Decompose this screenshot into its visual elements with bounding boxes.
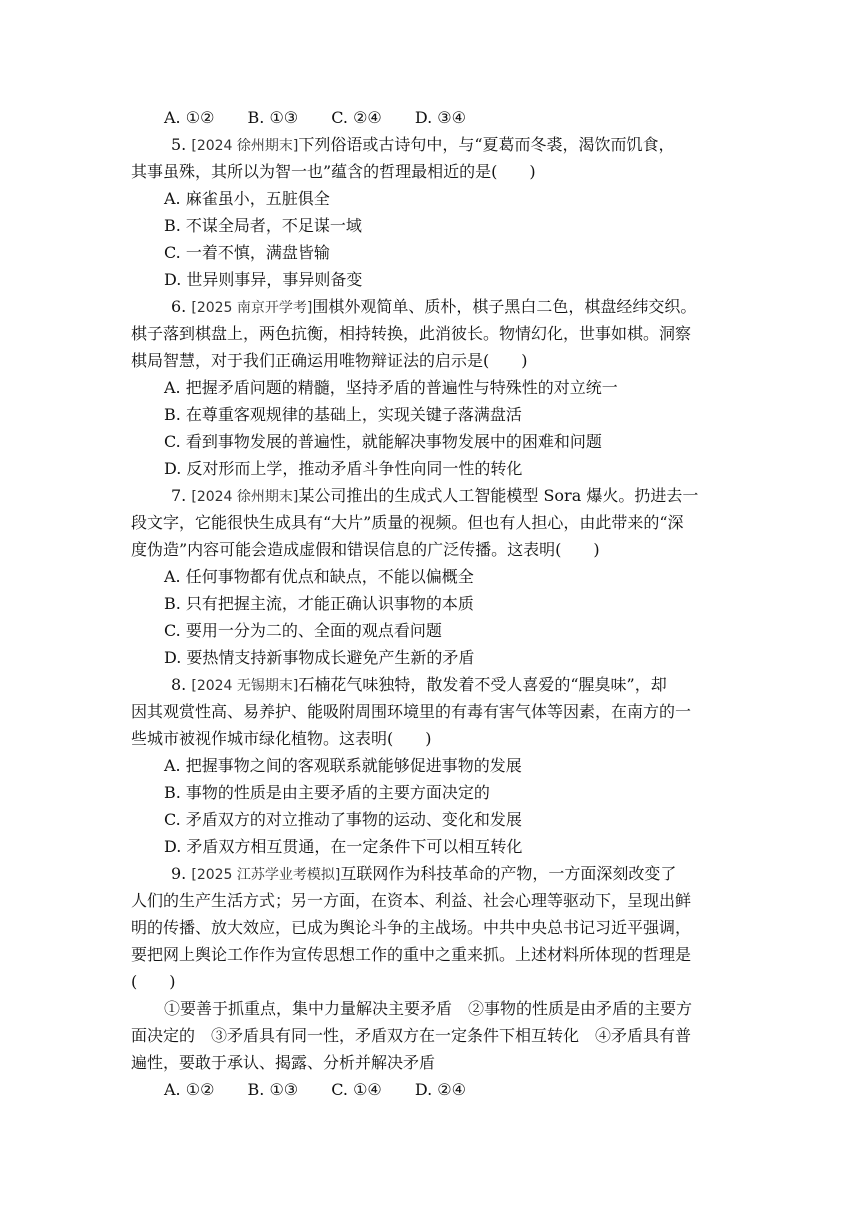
q7-stem-line-3: 度伪造”内容可能会造成虚假和错误信息的广泛传播。这表明( ) <box>131 540 600 559</box>
q9-stem-line-3: 明的传播、放大效应，已成为舆论斗争的主战场。中共中央总书记习近平强调， <box>131 918 692 937</box>
q5-stem-line-2: 其事虽殊，其所以为智一也”蕴含的哲理最相近的是( ) <box>131 162 536 181</box>
q7-stem-line-2: 段文字，它能很快生成具有“大片”质量的视频。但也有人担心，由此带来的“深 <box>131 513 684 532</box>
question-7 <box>131 482 731 671</box>
q9-number: 9. <box>171 864 187 883</box>
q8-stem-line-3: 些城市被视作城市绿化植物。这表明( ) <box>131 729 432 748</box>
question-5 <box>131 131 731 293</box>
q8-number: 8. <box>171 675 187 694</box>
q5-stem-line-1 <box>131 131 731 158</box>
q6-stem-text-1: 围棋外观简单、质朴，棋子黑白二色，棋盘经纬交织。 <box>312 297 697 316</box>
q5-option-a: A. 麻雀虽小，五脏俱全 <box>164 189 330 208</box>
q8-stem-text-1: 石楠花气味独特，散发着不受人喜爱的“腥臭味”，却 <box>298 675 667 694</box>
q6-stem-line-1 <box>131 293 731 320</box>
q9-option-b: B. ①③ <box>247 1080 299 1099</box>
q5-option-c: C. 一着不慎，满盘皆输 <box>164 243 330 262</box>
q7-option-b: B. 只有把握主流，才能正确认识事物的本质 <box>164 594 474 613</box>
q7-stem-line-1 <box>131 482 731 509</box>
q7-option-c: C. 要用一分为二的、全面的观点看问题 <box>164 621 442 640</box>
q6-stem-line-3: 棋局智慧，对于我们正确运用唯物辩证法的启示是( ) <box>131 351 528 370</box>
q9-statement-line-1: ①要善于抓重点，集中力量解决主要矛盾 ②事物的性质是由矛盾的主要方 <box>164 999 693 1018</box>
q7-stem-text-1: 某公司推出的生成式人工智能模型 Sora 爆火。扔进去一 <box>298 486 699 505</box>
q6-source: [2025 南京开学考] <box>191 300 313 316</box>
option-b: B. ①③ <box>247 108 299 127</box>
q5-option-b: B. 不谋全局者，不足谋一域 <box>164 216 362 235</box>
question-content <box>131 104 731 1103</box>
q9-stem-line-2: 人们的生产生活方式；另一方面，在资本、利益、社会心理等驱动下，呈现出鲜 <box>131 891 692 910</box>
question-6 <box>131 293 731 482</box>
question-9 <box>131 860 731 1103</box>
q4-options <box>131 104 731 131</box>
option-a: A. ①② <box>164 108 215 127</box>
q9-option-a: A. ①② <box>164 1080 215 1099</box>
q8-option-d: D. 矛盾双方相互贯通，在一定条件下可以相互转化 <box>164 837 523 856</box>
q8-option-b: B. 事物的性质是由主要矛盾的主要方面决定的 <box>164 783 490 802</box>
q6-option-c: C. 看到事物发展的普遍性，就能解决事物发展中的困难和问题 <box>164 432 602 451</box>
q8-source: [2024 无锡期末] <box>191 678 299 694</box>
q6-option-a: A. 把握矛盾问题的精髓，坚持矛盾的普遍性与特殊性的对立统一 <box>164 378 618 397</box>
q9-stem-line-4: 要把网上舆论工作作为宣传思想工作的重中之重来抓。上述材料所体现的哲理是 <box>131 945 692 964</box>
q9-stem-line-5: ( ) <box>131 972 176 991</box>
q8-option-c: C. 矛盾双方的对立推动了事物的运动、变化和发展 <box>164 810 522 829</box>
q9-stem-text-1: 互联网作为科技革命的产物，一方面深刻改变了 <box>340 864 677 883</box>
q6-option-d: D. 反对形而上学，推动矛盾斗争性向同一性的转化 <box>164 459 523 478</box>
q5-stem-text-1: 下列俗语或古诗句中，与“夏葛而冬裘，渴饮而饥食， <box>298 135 675 154</box>
q9-stem-line-1 <box>131 860 731 887</box>
q7-option-d: D. 要热情支持新事物成长避免产生新的矛盾 <box>164 648 475 667</box>
q8-stem-line-2: 因其观赏性高、易养护、能吸附周围环境里的有毒有害气体等因素，在南方的一 <box>131 702 692 721</box>
option-d: D. ③④ <box>414 108 466 127</box>
q9-statement-line-3: 遍性，要敢于承认、揭露、分析并解决矛盾 <box>131 1053 436 1072</box>
q5-source: [2024 徐州期末] <box>191 138 299 154</box>
q7-option-a: A. 任何事物都有优点和缺点，不能以偏概全 <box>164 567 474 586</box>
q6-option-b: B. 在尊重客观规律的基础上，实现关键子落满盘活 <box>164 405 522 424</box>
q9-statement-line-2: 面决定的 ③矛盾具有同一性，矛盾双方在一定条件下相互转化 ④矛盾具有普 <box>131 1026 692 1045</box>
q8-stem-line-1 <box>131 671 731 698</box>
q9-options <box>131 1076 731 1103</box>
q8-option-a: A. 把握事物之间的客观联系就能够促进事物的发展 <box>164 756 522 775</box>
question-8 <box>131 671 731 860</box>
q5-option-d: D. 世异则事异，事异则备变 <box>164 270 363 289</box>
q9-option-d: D. ②④ <box>414 1080 466 1099</box>
q6-stem-line-2: 棋子落到棋盘上，两色抗衡，相持转换，此消彼长。物情幻化，世事如棋。洞察 <box>131 324 692 343</box>
q9-option-c: C. ①④ <box>331 1080 382 1099</box>
q6-number: 6. <box>171 297 187 316</box>
q9-source: [2025 江苏学业考模拟] <box>191 867 341 883</box>
q7-number: 7. <box>171 486 187 505</box>
q7-source: [2024 徐州期末] <box>191 489 299 505</box>
option-c: C. ②④ <box>331 108 382 127</box>
q5-number: 5. <box>171 135 187 154</box>
